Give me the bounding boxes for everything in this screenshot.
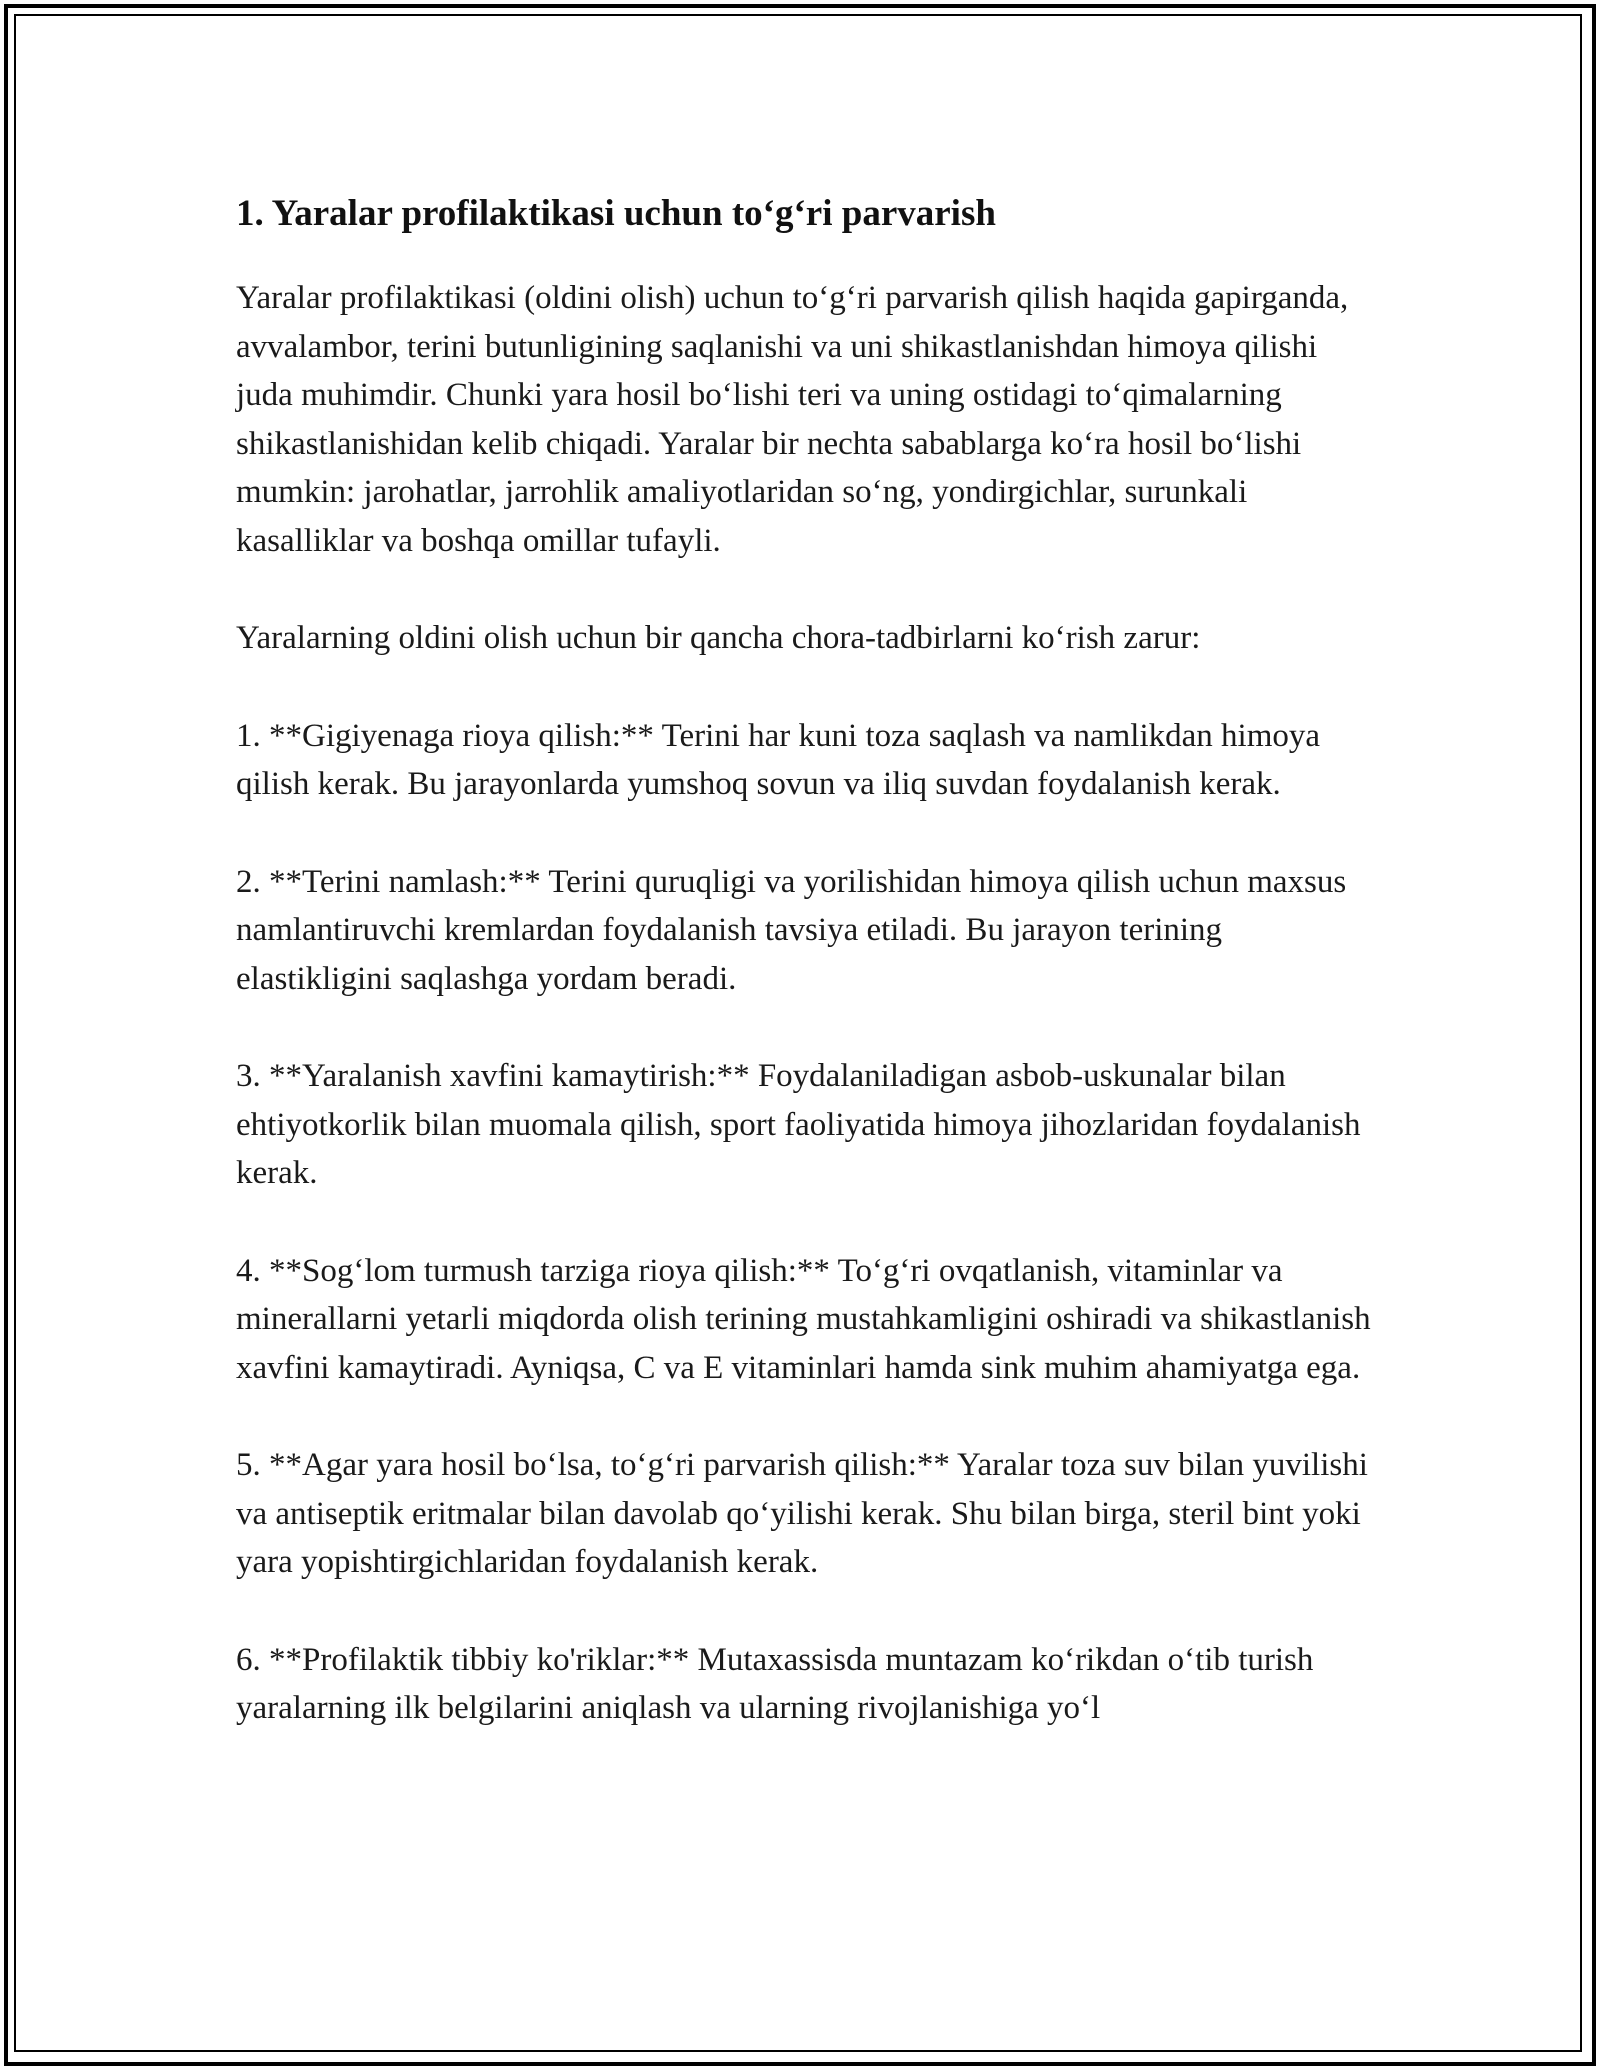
list-item: 5. **Agar yara hosil bo‘lsa, to‘g‘ri parvarish qilish:** Yaralar toza suv bilan yuvilishi va antiseptik eritmalar bilan davolab qo‘yilishi kerak. Shu bilan birga, steril bint yoki yara yopishtirgichlaridan foydalanish kerak. — [236, 1447, 1368, 1580]
list-item: 1. **Gigiyenaga rioya qilish:** Terini har kuni toza saqlash va namlikdan himoya qilish kerak. Bu jarayonlarda yumshoq sovun va iliq suvdan foydalanish kerak. — [236, 717, 1321, 802]
list-item: 2. **Terini namlash:** Terini quruqligi va yorilishidan himoya qilish uchun maxsus namlantiruvchi kremlardan foydalanish tavsiya etiladi. Bu jarayon terining elastikligini saqlashga yordam beradi. — [236, 863, 1347, 997]
intro-paragraph: Yaralar profilaktikasi (oldini olish) uchun to‘g‘ri parvarish qilish haqida gapirganda, avvalambor, terini butunligining saqlanishi va uni shikastlanishdan himoya qilishi juda muhimdir. Chunki yara hosil bo‘lishi teri va uning ostidagi to‘qimalarning shikastlanishidan kelib chiqadi. Yaralar bir nechta sabablarga ko‘ra hosil bo‘lishi mumkin: jarohatlar, jarrohlik amaliyotlaridan so‘ng, yondirgichlar, surunkali kasalliklar va boshqa omillar tufayli. — [236, 280, 1349, 559]
document-heading: 1. Yaralar profilaktikasi uchun to‘g‘ri parvarish — [236, 193, 996, 234]
lead-paragraph: Yaralarning oldini olish uchun bir qancha chora-tadbirlarni ko‘rish zarur: — [236, 620, 1201, 656]
list-item: 3. **Yaralanish xavfini kamaytirish:** Foydalaniladigan asbob-uskunalar bilan ehtiyotkorlik bilan muomala qilish, sport faoliyatida himoya jihozlaridan foydalanish kerak. — [236, 1058, 1361, 1191]
list-item: 4. **Sog‘lom turmush tarziga rioya qilish:** To‘g‘ri ovqatlanish, vitaminlar va minerallarni yetarli miqdorda olish terining mustahkamligini oshiradi va shikastlanish xavfini kamaytiradi. Ayniqsa, C va E vitaminlari hamda sink muhim ahamiyatga ega. — [236, 1252, 1371, 1386]
document-body — [236, 182, 1376, 1782]
list-item: 6. **Profilaktik tibbiy ko'riklar:** Mutaxassisda muntazam ko‘rikdan o‘tib turish yaralarning ilk belgilarini aniqlash va ularning rivojlanishiga yo‘l — [236, 1641, 1314, 1726]
